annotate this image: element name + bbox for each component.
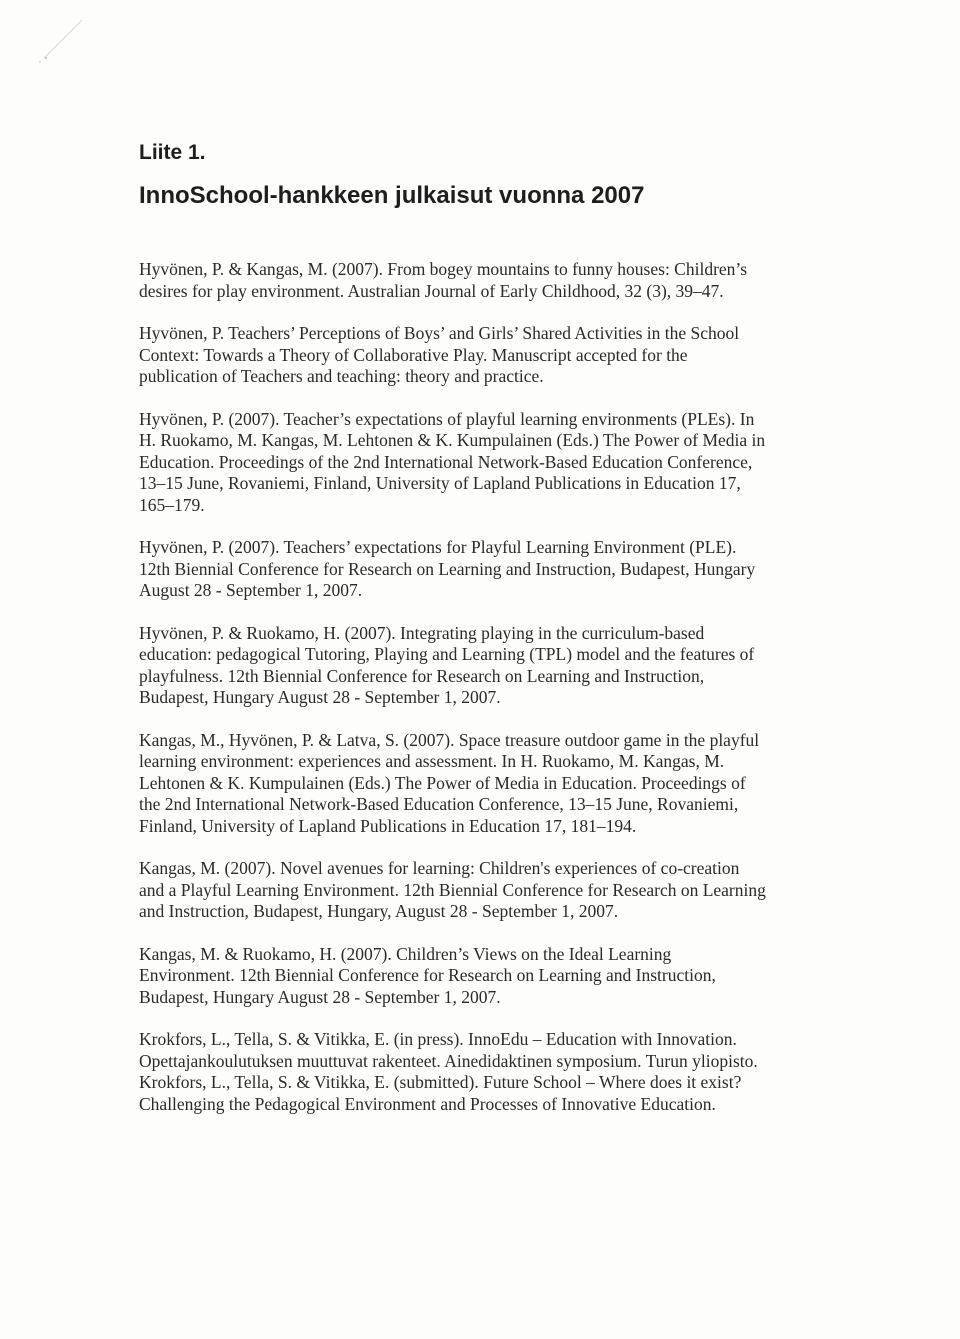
- scan-artifact-icon: [30, 8, 90, 68]
- reference-line: Environment. 12th Biennial Conference for Research on Learning and Instruction,: [139, 965, 716, 985]
- reference-line: Kangas, M. & Ruokamo, H. (2007). Children’s Views on the Ideal Learning: [139, 943, 672, 964]
- reference-line: Krokfors, L., Tella, S. & Vitikka, E. (in press). InnoEdu – Education with Innovation.: [139, 1029, 737, 1049]
- reference-entry: [139, 730, 839, 838]
- reference-line: and Instruction, Budapest, Hungary, August 28 - September 1, 2007.: [139, 901, 619, 921]
- appendix-label: Liite 1.: [139, 141, 206, 164]
- reference-line: Budapest, Hungary August 28 - September 1, 2007.: [139, 986, 501, 1007]
- reference-line: Hyvönen, P. (2007). Teacher’s expectations of playful learning environments (PLEs). In: [139, 408, 755, 429]
- reference-line: Kangas, M., Hyvönen, P. & Latva, S. (2007). Space treasure outdoor game in the playful: [139, 729, 760, 750]
- reference-line: August 28 - September 1, 2007.: [139, 580, 363, 600]
- reference-line: learning environment: experiences and assessment. In H. Ruokamo, M. Kangas, M.: [139, 751, 725, 771]
- reference-line: Context: Towards a Theory of Collaborative Play. Manuscript accepted for the: [139, 344, 688, 365]
- reference-line: the 2nd International Network-Based Education Conference, 13–15 June, Rovaniemi,: [139, 794, 739, 814]
- reference-line: education: pedagogical Tutoring, Playing and Learning (TPL) model and the features of: [139, 644, 755, 664]
- reference-line: Kangas, M. (2007). Novel avenues for learning: Children's experiences of co-creation: [139, 858, 740, 878]
- reference-line: and a Playful Learning Environment. 12th Biennial Conference for Research on Learning: [139, 879, 766, 900]
- reference-entry: [139, 259, 839, 302]
- reference-line: Hyvönen, P. (2007). Teachers’ expectations for Playful Learning Environment (PLE).: [139, 537, 737, 557]
- reference-line: playfulness. 12th Biennial Conference for Research on Learning and Instruction,: [139, 665, 705, 686]
- reference-line: Challenging the Pedagogical Environment and Processes of Innovative Education.: [139, 1093, 716, 1114]
- reference-line: desires for play environment. Australian Journal of Early Childhood, 32 (3), 39–47.: [139, 280, 724, 301]
- reference-line: Lehtonen & K. Kumpulainen (Eds.) The Power of Media in Education. Proceedings of: [139, 772, 746, 793]
- reference-list: [139, 259, 839, 1115]
- document-title: InnoSchool-hankkeen julkaisut vuonna 2007: [139, 182, 645, 209]
- reference-line: Krokfors, L., Tella, S. & Vitikka, E. (submitted). Future School – Where does it exist?: [139, 1072, 742, 1092]
- reference-line: Hyvönen, P. & Kangas, M. (2007). From bogey mountains to funny houses: Children’s: [139, 259, 748, 279]
- reference-entry: [139, 1072, 839, 1115]
- reference-line: Hyvönen, P. Teachers’ Perceptions of Boys’ and Girls’ Shared Activities in the School: [139, 323, 740, 343]
- reference-line: publication of Teachers and teaching: theory and practice.: [139, 366, 544, 386]
- reference-entry: [139, 323, 839, 388]
- reference-line: 13–15 June, Rovaniemi, Finland, University of Lapland Publications in Education 17,: [139, 473, 741, 493]
- reference-line: Hyvönen, P. & Ruokamo, H. (2007). Integrating playing in the curriculum-based: [139, 622, 705, 643]
- reference-line: 165–179.: [139, 494, 205, 515]
- reference-line: H. Ruokamo, M. Kangas, M. Lehtonen & K. Kumpulainen (Eds.) The Power of Media in: [139, 430, 766, 450]
- reference-entry: [139, 623, 839, 709]
- reference-entry: [139, 944, 839, 1009]
- reference-entry: [139, 409, 839, 517]
- reference-line: Finland, University of Lapland Publications in Education 17, 181–194.: [139, 815, 637, 836]
- reference-line: 12th Biennial Conference for Research on Learning and Instruction, Budapest, Hungary: [139, 558, 756, 579]
- reference-entry: [139, 858, 839, 923]
- reference-line: Budapest, Hungary August 28 - September 1, 2007.: [139, 687, 501, 707]
- reference-entry: [139, 537, 839, 602]
- reference-entry: [139, 1029, 839, 1072]
- reference-line: Education. Proceedings of the 2nd International Network-Based Education Conference,: [139, 451, 753, 472]
- reference-line: Opettajankoulutuksen muuttuvat rakenteet. Ainedidaktinen symposium. Turun yliopisto.: [139, 1050, 758, 1071]
